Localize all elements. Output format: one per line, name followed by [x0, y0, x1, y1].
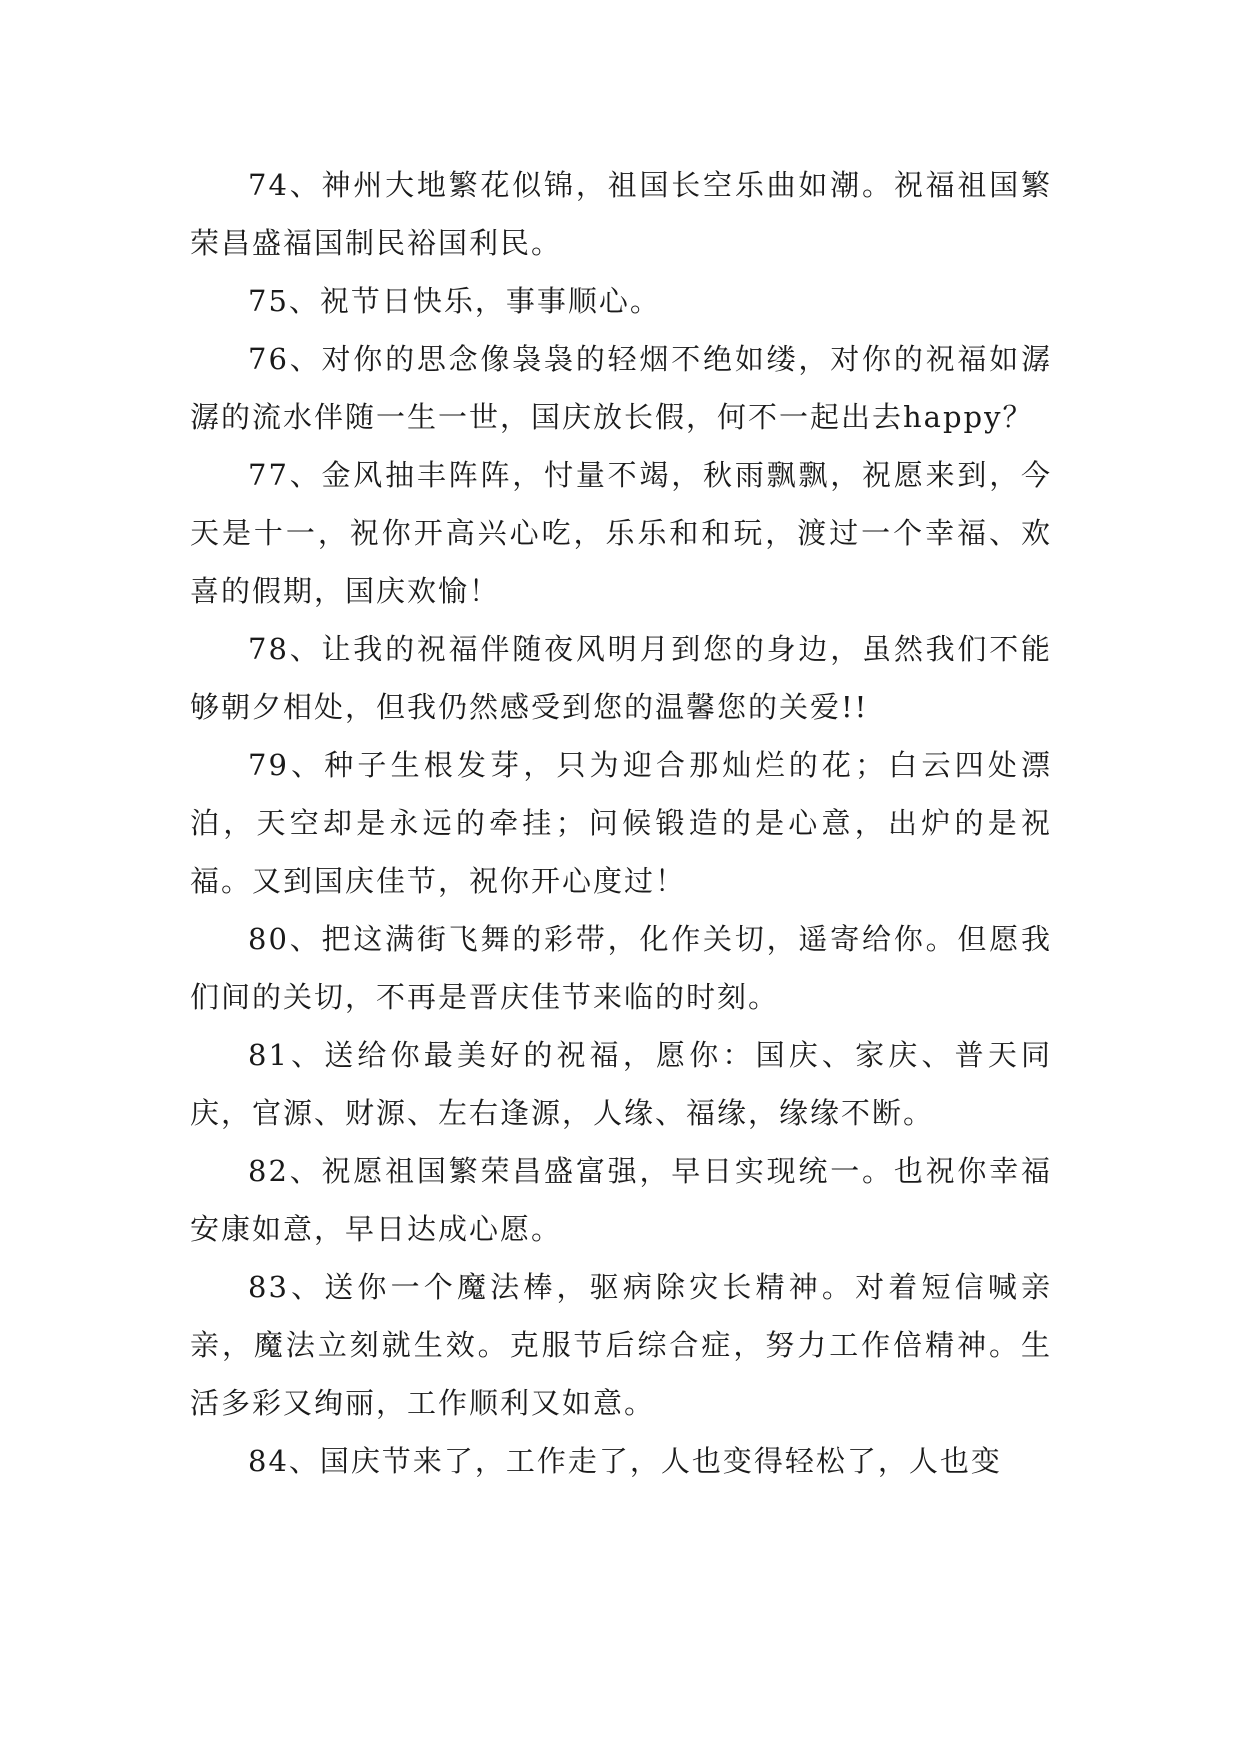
paragraph-79: 79、种子生根发芽，只为迎合那灿烂的花；白云四处漂泊，天空却是永远的牵挂；问候锻造的是心意，出炉的是祝福。又到国庆佳节，祝你开心度过！ — [190, 748, 1052, 898]
paragraph-82: 82、祝愿祖国繁荣昌盛富强，早日实现统一。也祝你幸福安康如意，早日达成心愿。 — [190, 1154, 1052, 1246]
paragraph-78: 78、让我的祝福伴随夜风明月到您的身边，虽然我们不能够朝夕相处，但我仍然感受到您的温馨您的关爱!! — [190, 632, 1052, 724]
paragraph-75: 75、祝节日快乐，事事顺心。 — [248, 284, 661, 318]
paragraph-83: 83、送你一个魔法棒，驱病除灾长精神。对着短信喊亲亲，魔法立刻就生效。克服节后综合症，努力工作倍精神。生活多彩又绚丽，工作顺利又如意。 — [190, 1270, 1052, 1420]
paragraph-77: 77、金风抽丰阵阵，忖量不竭，秋雨飘飘，祝愿来到，今天是十一，祝你开高兴心吃，乐乐和和玩，渡过一个幸福、欢喜的假期，国庆欢愉！ — [190, 458, 1052, 608]
paragraph-74: 74、神州大地繁花似锦，祖国长空乐曲如潮。祝福祖国繁荣昌盛福国制民裕国利民。 — [190, 168, 1052, 260]
paragraph-81: 81、送给你最美好的祝福，愿你：国庆、家庆、普天同庆，官源、财源、左右逢源，人缘、福缘，缘缘不断。 — [190, 1038, 1052, 1130]
paragraph-76: 76、对你的思念像袅袅的轻烟不绝如缕，对你的祝福如潺潺的流水伴随一生一世，国庆放长假，何不一起出去happy？ — [190, 342, 1052, 434]
document-body — [190, 156, 1052, 1490]
paragraph-80: 80、把这满街飞舞的彩带，化作关切，遥寄给你。但愿我们间的关切，不再是晋庆佳节来临的时刻。 — [190, 922, 1052, 1014]
paragraph-84: 84、国庆节来了，工作走了，人也变得轻松了，人也变 — [248, 1444, 1002, 1478]
